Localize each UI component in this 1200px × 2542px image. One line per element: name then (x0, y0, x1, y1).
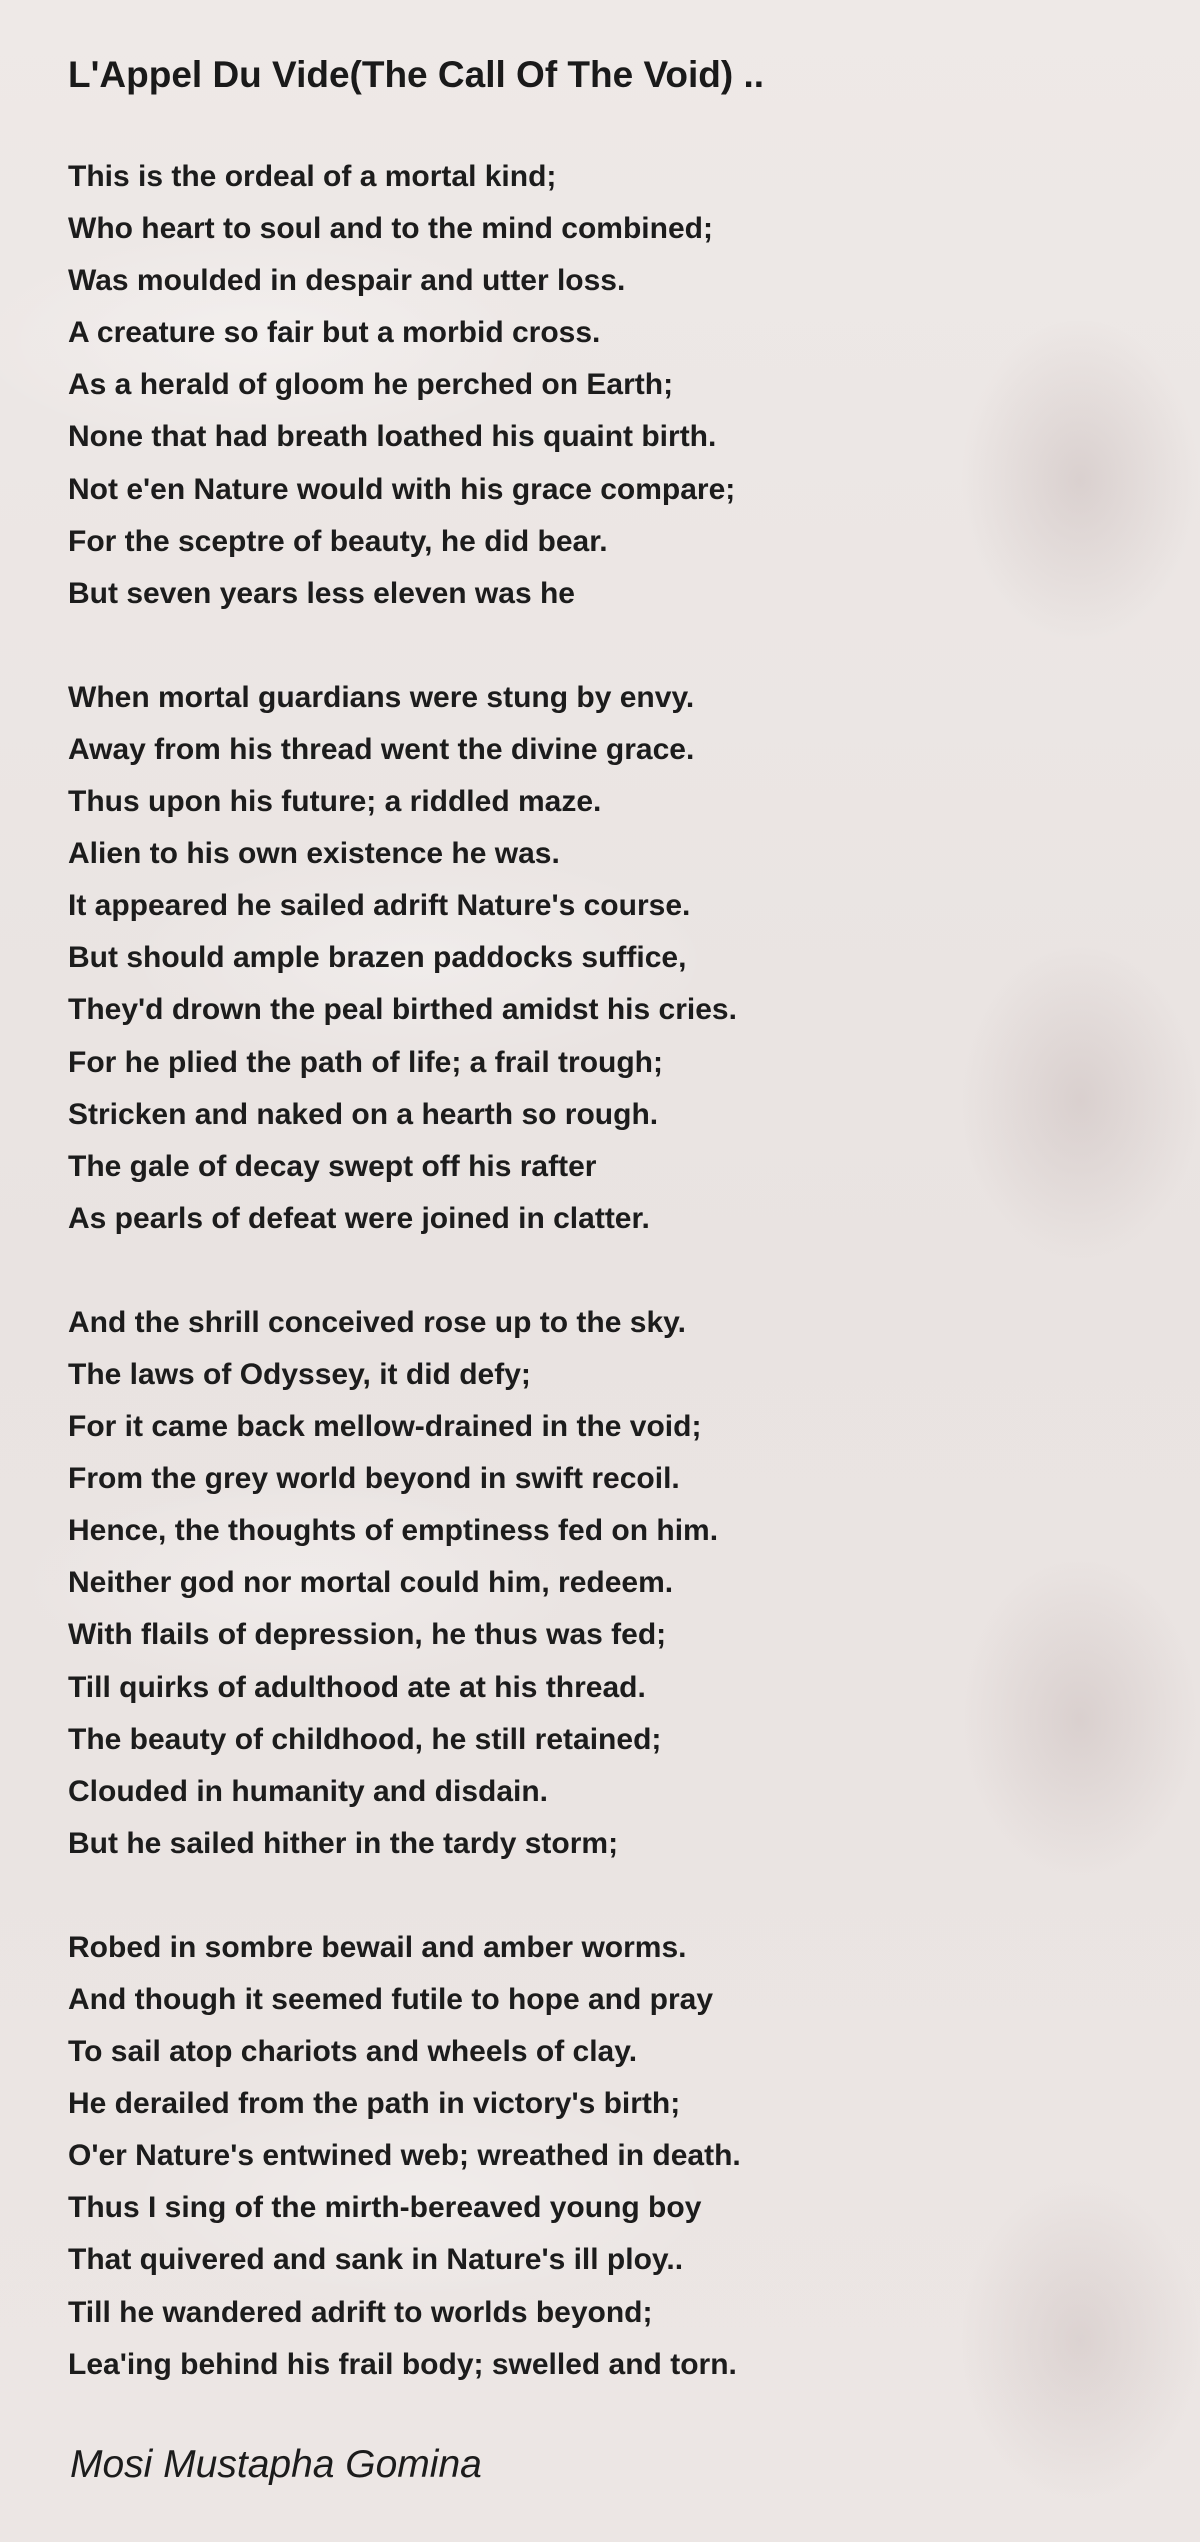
poem-line: And the shrill conceived rose up to the sky. (68, 1305, 686, 1339)
poem-line: Lea'ing behind his frail body; swelled and torn. (68, 2347, 737, 2381)
poem-line: But seven years less eleven was he (68, 576, 575, 610)
poem-line: Who heart to soul and to the mind combined; (68, 212, 713, 246)
poem-line: None that had breath loathed his quaint birth. (68, 420, 717, 454)
poem-title: L'Appel Du Vide(The Call Of The Void) .. (68, 54, 765, 95)
poem-line: But should ample brazen paddocks suffice, (68, 941, 687, 975)
poem-line: O'er Nature's entwined web; wreathed in death. (68, 2139, 741, 2173)
poem-line: It appeared he sailed adrift Nature's course. (68, 889, 691, 923)
poem-line: That quivered and sank in Nature's ill ploy.. (68, 2243, 684, 2277)
poem-line: Thus upon his future; a riddled maze. (68, 785, 602, 819)
poem-line: Till quirks of adulthood ate at his thread. (68, 1670, 646, 1704)
poem-line: Stricken and naked on a hearth so rough. (68, 1097, 659, 1131)
poem-line: But he sailed hither in the tardy storm; (68, 1826, 619, 1860)
poem-line: A creature so fair but a morbid cross. (68, 316, 601, 350)
poem-line: Hence, the thoughts of emptiness fed on him. (68, 1514, 719, 1548)
poem-line: The beauty of childhood, he still retained; (68, 1722, 662, 1756)
poem-line: He derailed from the path in victory's birth; (68, 2087, 681, 2121)
poem-line: Alien to his own existence he was. (68, 837, 560, 871)
poem-line: This is the ordeal of a mortal kind; (68, 160, 557, 193)
poem-stanza (68, 1922, 741, 2391)
poem-body (68, 151, 741, 2443)
poem-line: For it came back mellow-drained in the void; (68, 1410, 702, 1444)
poem-line: Away from his thread went the divine grace. (68, 732, 695, 766)
poem-line: When mortal guardians were stung by envy. (68, 680, 695, 714)
poem-line: Was moulded in despair and utter loss. (68, 264, 626, 298)
poem-line: As pearls of defeat were joined in clatter. (68, 1201, 650, 1235)
poem-line: Not e'en Nature would with his grace compare; (68, 472, 736, 506)
poem-stanza (68, 672, 741, 1245)
poem-line: For he plied the path of life; a frail trough; (68, 1045, 663, 1079)
poem-line: They'd drown the peal birthed amidst his cries. (68, 993, 737, 1027)
poem-line: And though it seemed futile to hope and pray (68, 1983, 714, 2016)
poem-line: From the grey world beyond in swift recoil. (68, 1462, 680, 1496)
poem-line: Robed in sombre bewail and amber worms. (68, 1930, 687, 1964)
poem-line: For the sceptre of beauty, he did bear. (68, 524, 608, 558)
poem-line: Clouded in humanity and disdain. (68, 1774, 549, 1808)
poem-line: As a herald of gloom he perched on Earth; (68, 368, 674, 402)
poem-stanza (68, 1297, 741, 1870)
poem-stanza (68, 151, 741, 620)
poem-line: Thus I sing of the mirth-bereaved young boy (68, 2191, 702, 2225)
poem-line: With flails of depression, he thus was fed; (68, 1618, 667, 1652)
poem-line: Till he wandered adrift to worlds beyond; (68, 2295, 653, 2329)
poem-line: The gale of decay swept off his rafter (68, 1149, 597, 1183)
poem-line: To sail atop chariots and wheels of clay. (68, 2035, 638, 2069)
poem-author: Mosi Mustapha Gomina (70, 2443, 482, 2486)
poem-line: Neither god nor mortal could him, redeem. (68, 1566, 674, 1600)
poem-line: The laws of Odyssey, it did defy; (68, 1357, 531, 1391)
